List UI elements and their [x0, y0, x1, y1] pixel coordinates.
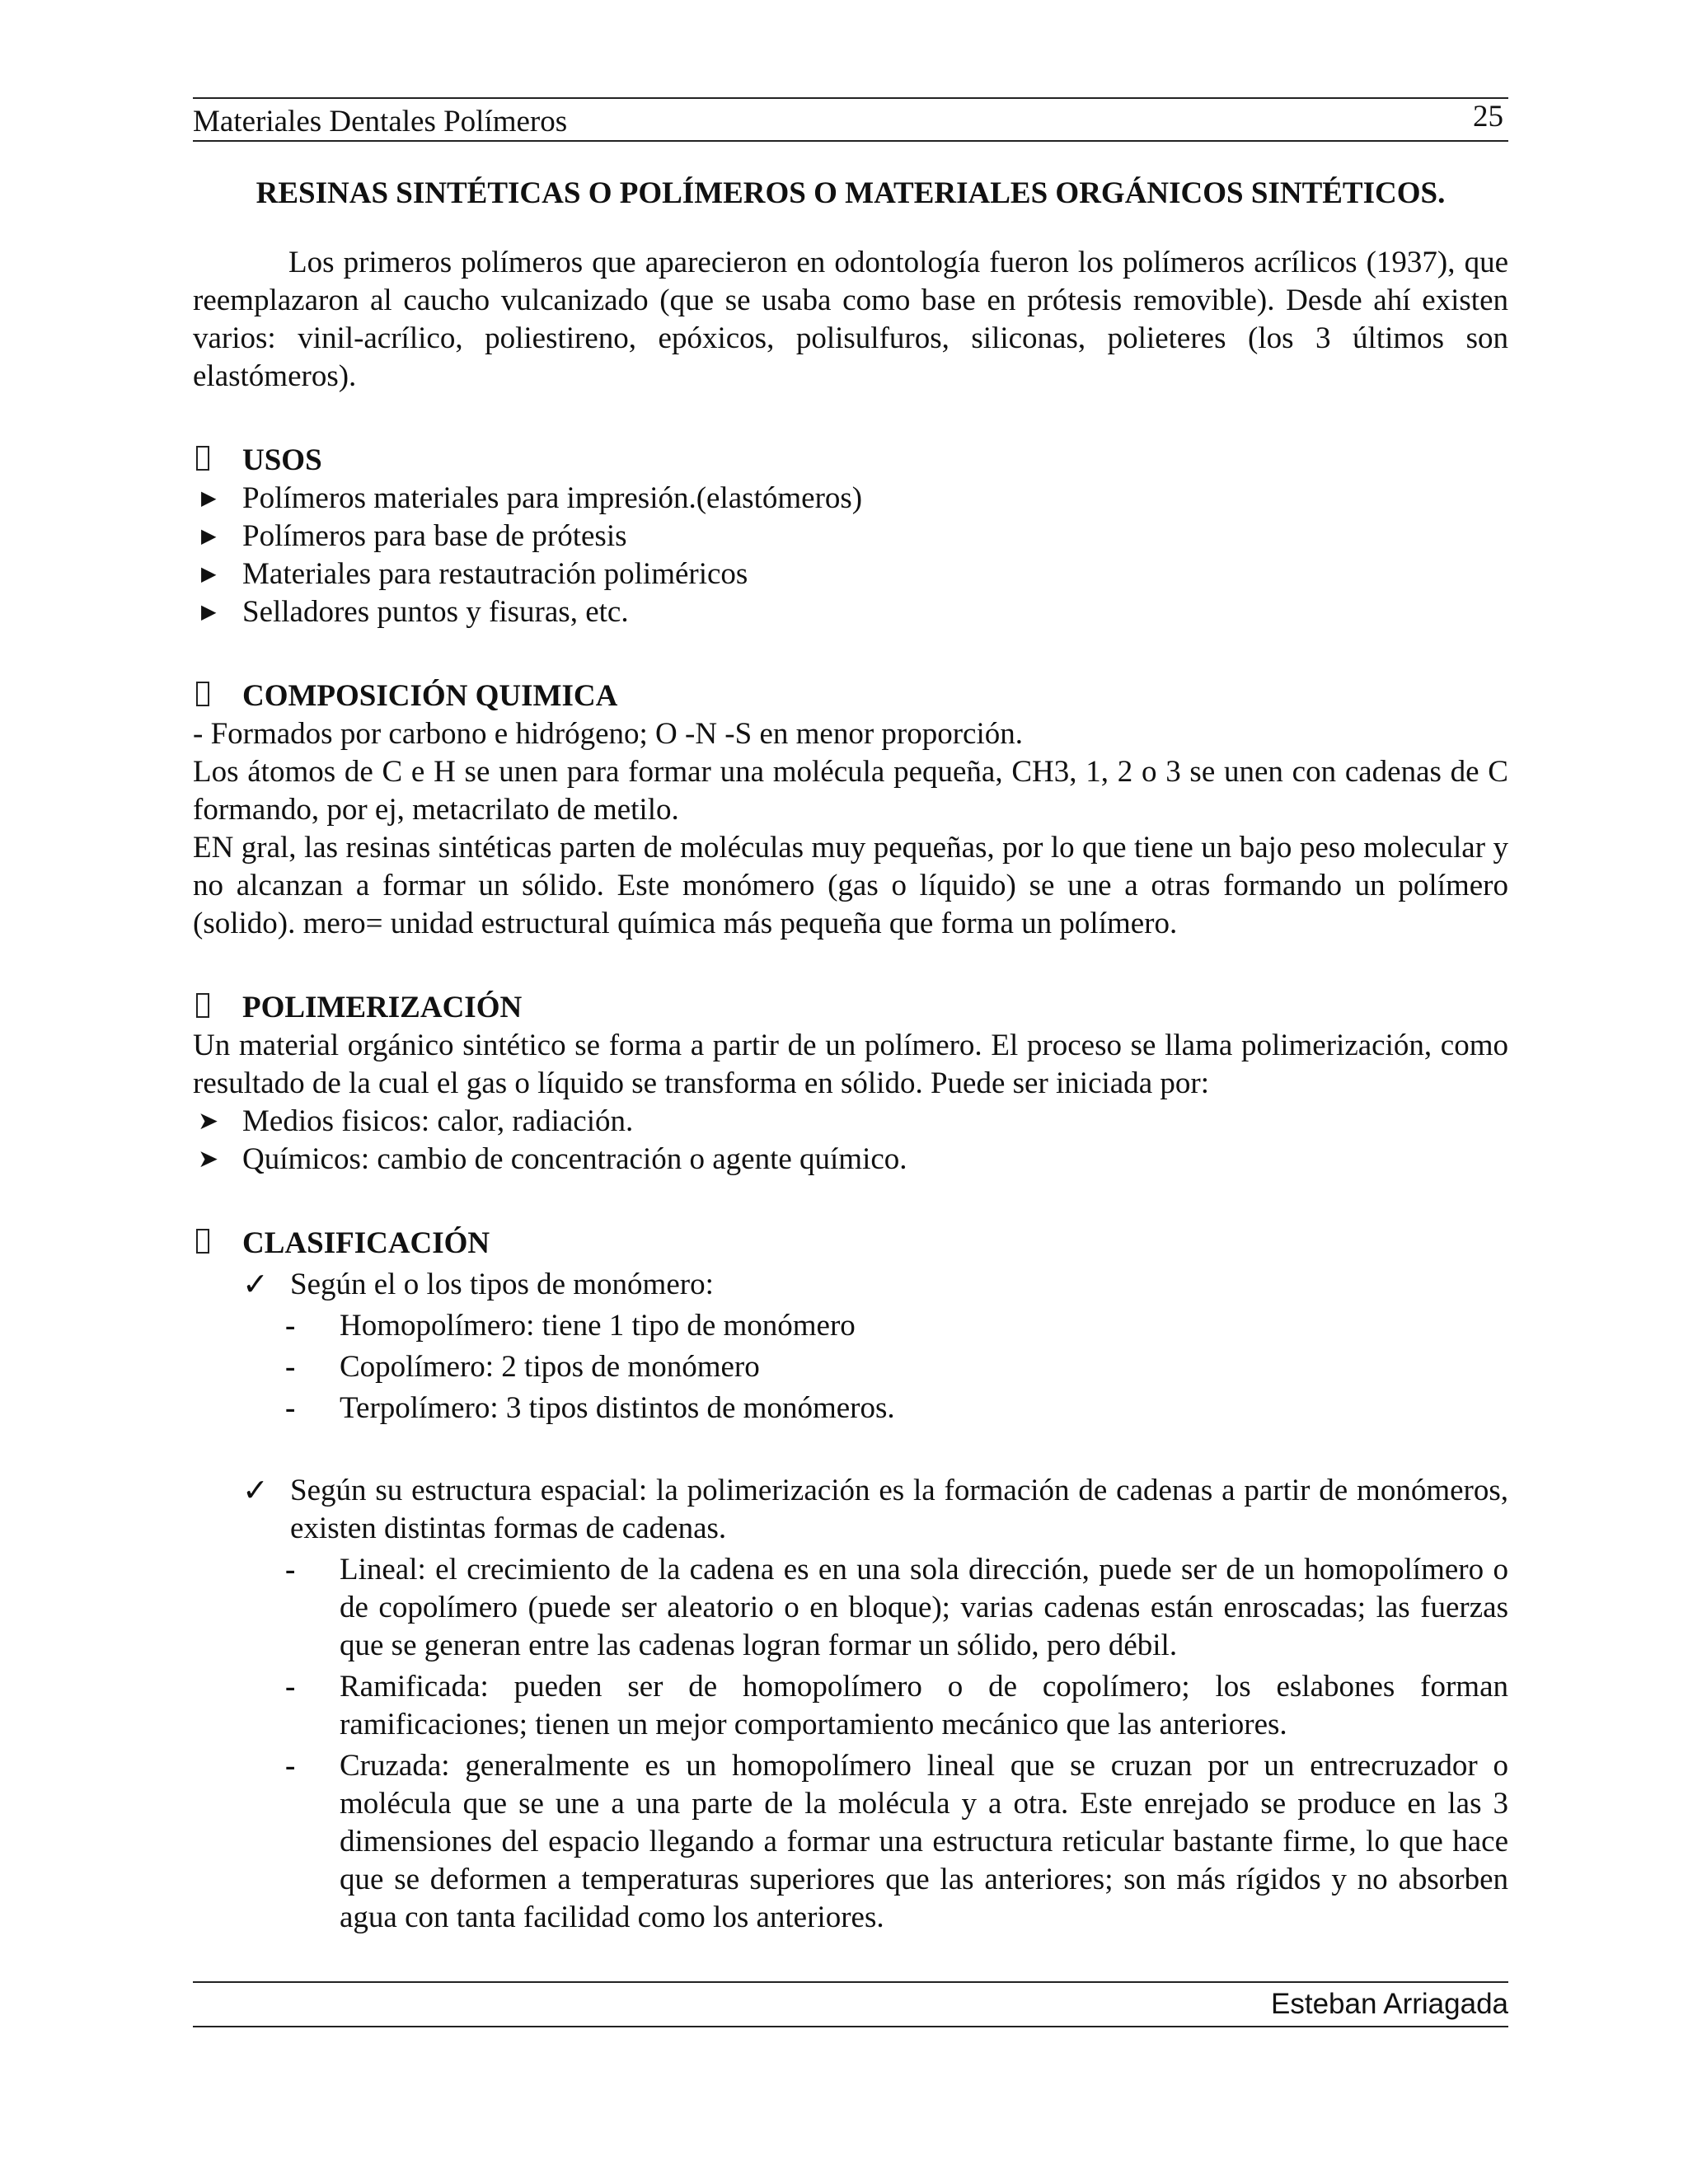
footer-author: Esteban Arriagada	[1271, 1988, 1508, 2020]
check-item-text: Según el o los tipos de monómero:	[290, 1268, 714, 1301]
page-footer	[193, 1981, 1508, 2027]
list-item	[193, 518, 1508, 555]
paragraph: EN gral, las resinas sintéticas parten de moléculas muy pequeñas, por lo que tiene un bajo peso molecular y no alcanzan a formar un sólido. Este monómero (gas o líquido) se une a otras formando un polímero (solido). mero= unidad estructural química más pequeña que forma un polímero.	[193, 831, 1508, 940]
section-clasificacion	[193, 1225, 1508, 1937]
section-heading-text: CLASIFICACIÓN	[242, 1226, 490, 1260]
triangle-bullet-icon: ▶	[201, 488, 217, 509]
dash-bullet-icon: -	[285, 1749, 296, 1783]
dash-bullet-icon: -	[285, 1350, 296, 1384]
check-item-text: Según su estructura espacial: la polimerización es la formación de cadenas a partir de monómeros, existen distintas formas de cadenas.	[290, 1474, 1508, 1545]
dash-item	[193, 1348, 1508, 1386]
checkmark-icon: ✓	[242, 1474, 269, 1508]
square-bullet-icon	[196, 993, 209, 1018]
dash-bullet-icon: -	[285, 1391, 296, 1425]
footer-rule-bottom	[193, 2026, 1508, 2027]
list-item-text: Medios fisicos: calor, radiación.	[242, 1104, 634, 1138]
dash-item	[193, 1668, 1508, 1744]
dash-bullet-icon: -	[285, 1670, 296, 1704]
document-title: RESINAS SINTÉTICAS O POLÍMEROS O MATERIALES ORGÁNICOS SINTÉTICOS.	[256, 176, 1446, 210]
paragraph: - Formados por carbono e hidrógeno; O -N -S en menor proporción.	[193, 717, 1023, 751]
check-item	[193, 1472, 1508, 1548]
list-item-text: Químicos: cambio de concentración o agente químico.	[242, 1142, 907, 1176]
list-item	[193, 480, 1508, 518]
square-bullet-icon	[196, 446, 209, 471]
section-heading	[193, 1225, 1508, 1263]
dash-item	[193, 1551, 1508, 1665]
section-heading-text: POLIMERIZACIÓN	[242, 991, 523, 1024]
list-item	[193, 1103, 1508, 1141]
section-polimerizacion	[193, 989, 1508, 1179]
dash-bullet-icon: -	[285, 1553, 296, 1586]
paragraph: Un material orgánico sintético se forma a partir de un polímero. El proceso se llama polimerización, como resultado de la cual el gas o líquido se transforma en sólido. Puede ser iniciada por:	[193, 1029, 1508, 1100]
list-item-text: Polímeros materiales para impresión.(elastómeros)	[242, 481, 863, 515]
check-item	[193, 1266, 1508, 1304]
dash-item	[193, 1390, 1508, 1427]
list-item	[193, 1141, 1508, 1179]
dash-item	[193, 1307, 1508, 1345]
dash-bullet-icon: -	[285, 1309, 296, 1343]
section-heading	[193, 442, 1508, 480]
triangle-bullet-icon: ▶	[201, 564, 217, 585]
header-rule-bottom	[193, 140, 1508, 142]
dash-item-text: Copolímero: 2 tipos de monómero	[340, 1350, 760, 1384]
page-header	[193, 97, 1508, 143]
section-composicion	[193, 677, 1508, 943]
square-bullet-icon	[196, 1229, 209, 1254]
section-heading	[193, 677, 1508, 715]
list-item-text: Polímeros para base de prótesis	[242, 519, 627, 553]
footer-rule-top	[193, 1981, 1508, 1983]
header-rule-top	[193, 97, 1508, 99]
header-title: Materiales Dentales Polímeros	[193, 105, 568, 138]
arrowhead-bullet-icon: ➤	[198, 1108, 219, 1135]
section-heading	[193, 989, 1508, 1027]
checkmark-icon: ✓	[242, 1268, 269, 1302]
list-item	[193, 593, 1508, 631]
dash-item-text: Homopolímero: tiene 1 tipo de monómero	[340, 1309, 856, 1343]
section-usos	[193, 442, 1508, 631]
page-number: 25	[1473, 100, 1503, 134]
dash-item-text: Ramificada: pueden ser de homopolímero o de copolímero; los eslabones forman ramificaciones; tienen un mejor comportamiento mecánico que las anteriores.	[340, 1670, 1508, 1741]
triangle-bullet-icon: ▶	[201, 602, 217, 623]
intro-paragraph: Los primeros polímeros que aparecieron en odontología fueron los polímeros acrílicos (1937), que reemplazaron al caucho vulcanizado (que se usaba como base en prótesis removible). Desde ahí existen varios: vinil-acrílico, poliestireno, epóxicos, polisulfuros, siliconas, polieteres (los 3 últimos son elastómeros).	[193, 246, 1508, 393]
dash-item	[193, 1747, 1508, 1937]
page-content	[193, 175, 1508, 1937]
list-item-text: Selladores puntos y fisuras, etc.	[242, 595, 629, 629]
triangle-bullet-icon: ▶	[201, 526, 217, 547]
dash-item-text: Lineal: el crecimiento de la cadena es en una sola dirección, puede ser de un homopolímero o de copolímero (puede ser aleatorio o en bloque); varias cadenas están enroscadas; las fuerzas que se generan entre las cadenas logran formar un sólido, pero débil.	[340, 1553, 1508, 1662]
list-item-text: Materiales para restautración poliméricos	[242, 557, 748, 591]
arrowhead-bullet-icon: ➤	[198, 1146, 219, 1173]
dash-item-text: Cruzada: generalmente es un homopolímero lineal que se cruzan por un entrecruzador o molécula que se une a una parte de la molécula y a otra. Este enrejado se produce en las 3 dimensiones del espacio llegando a formar una estructura reticular bastante firme, lo que hace que se deformen a temperaturas superiores que las anteriores; son más rígidos y no absorben agua con tanta facilidad como los anteriores.	[340, 1749, 1508, 1934]
square-bullet-icon	[196, 682, 209, 706]
paragraph: Los átomos de C e H se unen para formar una molécula pequeña, CH3, 1, 2 o 3 se unen con cadenas de C formando, por ej, metacrilato de metilo.	[193, 755, 1508, 827]
dash-item-text: Terpolímero: 3 tipos distintos de monómeros.	[340, 1391, 895, 1425]
list-item	[193, 555, 1508, 593]
section-heading-text: USOS	[242, 443, 322, 477]
section-heading-text: COMPOSICIÓN QUIMICA	[242, 679, 618, 713]
